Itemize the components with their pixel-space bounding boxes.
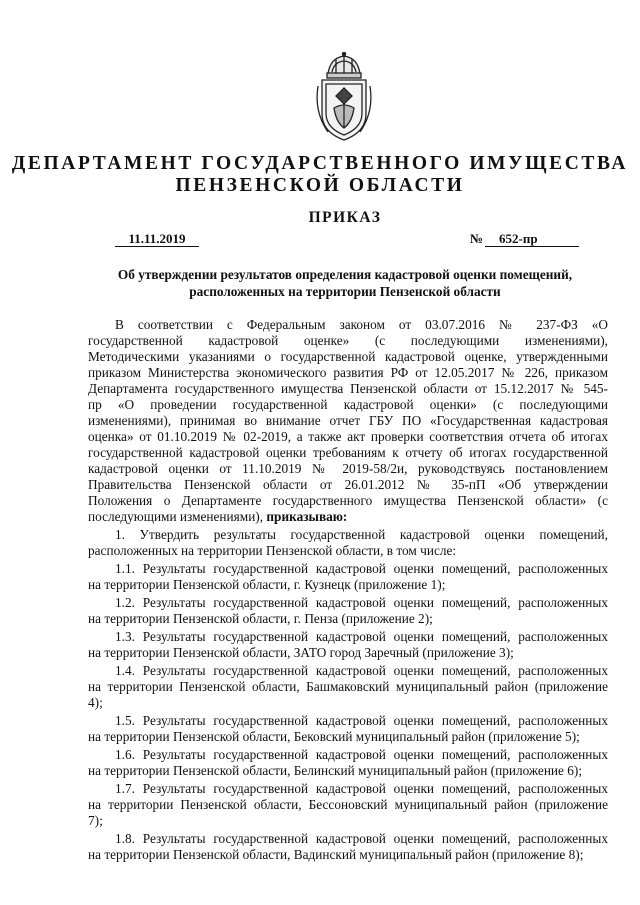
list-item-line: 1.2. Результаты государственной кадастровой оценки помещений, расположенных (115, 595, 608, 610)
body-line: В соответствии с Федеральным законом от 03.07.2016 № 237-ФЗ «О (115, 317, 608, 332)
order-number-label: № (470, 231, 484, 246)
list-item-line: 1.6. Результаты государственной кадастровой оценки помещений, расположенных (115, 747, 608, 762)
list-item-line: на территории Пензенской области, Башмаковский муниципальный район (приложение (88, 679, 608, 694)
body-text: последующими изменениями), (88, 509, 264, 524)
body-line: государственной кадастровой оценке» (с последующими изменениями), (88, 333, 608, 348)
body-line: Правительства Пензенской области от 26.01.2012 № 35-пП «Об утверждении (88, 477, 608, 492)
list-item-line: 1.4. Результаты государственной кадастровой оценки помещений, расположенных (115, 663, 608, 678)
body-line: оценка» от 01.10.2019 № 02-2019, а также акт проверки соответствия отчета об итогах (88, 429, 608, 444)
body-line: изменениями), принимая во внимание отчет ГБУ ПО «Государственная кадастровая (88, 413, 608, 428)
document-type-heading: ПРИКАЗ (308, 209, 382, 226)
list-item-line: на территории Пензенской области, Вадинский муниципальный район (приложение 8); (88, 847, 584, 862)
order-decree-word: приказываю: (266, 509, 348, 524)
coat-of-arms-emblem (312, 52, 376, 144)
list-item-line: на территории Пензенской области, Белинский муниципальный район (приложение 6); (88, 763, 583, 778)
order-subject-line2: расположенных на территории Пензенской области (189, 284, 501, 299)
order-number: 652-пр (485, 231, 579, 247)
body-line: кадастровой оценки от 11.10.2019 № 2019-58/2и, руководствуясь постановлением (88, 461, 608, 476)
body-line (88, 509, 608, 525)
list-item-line: 1.7. Результаты государственной кадастровой оценки помещений, расположенных (115, 781, 608, 796)
list-item-line: 1.1. Результаты государственной кадастровой оценки помещений, расположенных (115, 561, 608, 576)
department-title-line1: ДЕПАРТАМЕНТ ГОСУДАРСТВЕННОГО ИМУЩЕСТВА (11, 153, 629, 174)
order-subject (0, 266, 640, 300)
list-item-line: на территории Пензенской области, Бессоновский муниципальный район (приложение (88, 797, 608, 812)
list-item-line: на территории Пензенской области, Бековский муниципальный район (приложение 5); (88, 729, 580, 744)
order-date: 11.11.2019 (115, 231, 199, 247)
list-item-line: на территории Пензенской области, ЗАТО город Заречный (приложение 3); (88, 645, 514, 660)
list-item-line: на территории Пензенской области, г. Пенза (приложение 2); (88, 611, 433, 626)
body-line: пр «О проведении государственной кадастровой оценки» (с последующими (88, 397, 608, 412)
list-item-line: 4); (88, 695, 103, 710)
list-item-line: 7); (88, 813, 103, 828)
department-title-line2: ПЕНЗЕНСКОЙ ОБЛАСТИ (175, 175, 465, 196)
body-line: Департамента государственного имущества Пензенской области от 15.12.2017 № 545- (88, 381, 608, 396)
body-line: государственной кадастровой оценки требованиям к отчету об итогах государственной (88, 445, 608, 460)
body-line: расположенных на территории Пензенской области, в том числе: (88, 543, 457, 558)
list-item-line: на территории Пензенской области, г. Кузнецк (приложение 1); (88, 577, 446, 592)
body-line: 1. Утвердить результаты государственной кадастровой оценки помещений, (115, 527, 608, 542)
body-line: Методическими указаниями о государственной кадастровой оценке, утвержденными (88, 349, 608, 364)
list-item-line: 1.5. Результаты государственной кадастровой оценки помещений, расположенных (115, 713, 608, 728)
list-item-line: 1.3. Результаты государственной кадастровой оценки помещений, расположенных (115, 629, 608, 644)
list-item-line: 1.8. Результаты государственной кадастровой оценки помещений, расположенных (115, 831, 608, 846)
order-subject-line1: Об утверждении результатов определения кадастровой оценки помещений, (117, 267, 573, 282)
body-line: Положения о Департаменте государственного имущества Пензенской области» (с (88, 493, 608, 508)
body-line: приказом Министерства экономического развития РФ от 12.05.2017 № 226, приказом (88, 365, 608, 380)
